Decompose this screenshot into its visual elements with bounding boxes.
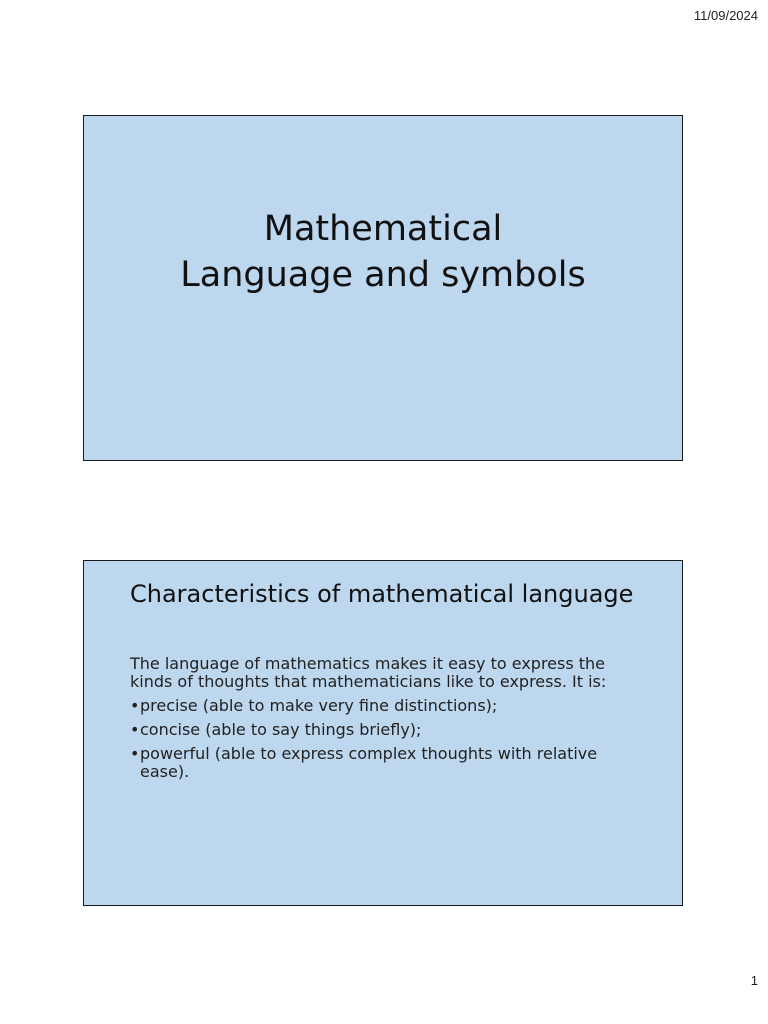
- page-number: 1: [750, 973, 758, 988]
- bullet-item-concise: • concise (able to say things briefly);: [130, 721, 642, 739]
- bullet-item-powerful: • powerful (able to express complex thoughts with relative ease).: [130, 745, 642, 781]
- slide-intro-text: The language of mathematics makes it easy to express the kinds of thoughts that mathematicians like to express. It is:: [130, 654, 607, 691]
- page-date: 11/09/2024: [693, 8, 758, 23]
- slide-body: [130, 655, 642, 781]
- title-slide: [83, 115, 683, 461]
- slide-title-line: Mathematical: [263, 209, 503, 249]
- bullet-list: [130, 697, 642, 781]
- slide-title-line: Language and symbols: [180, 255, 586, 295]
- bullet-item-precise: • precise (able to make very fine distinctions);: [130, 697, 642, 715]
- slide-title: [84, 206, 682, 298]
- content-slide: [83, 560, 683, 906]
- slide-heading: Characteristics of mathematical language: [130, 580, 634, 608]
